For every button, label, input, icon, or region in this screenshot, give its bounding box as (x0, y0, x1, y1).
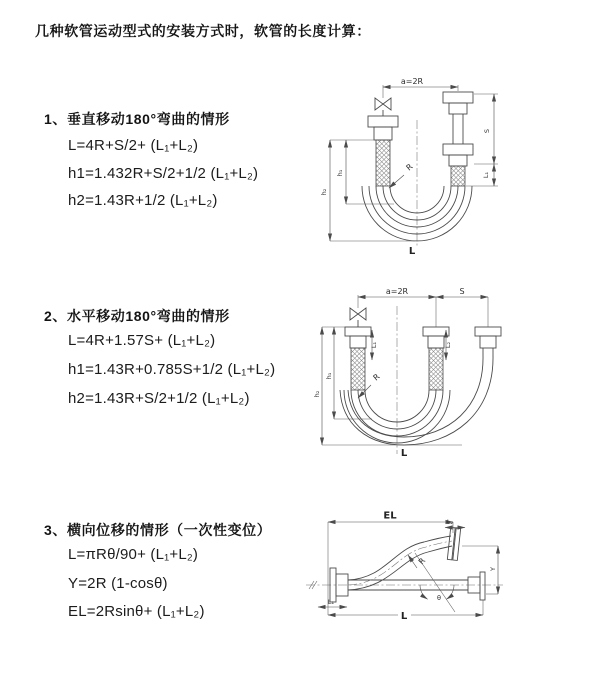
dimension-lines (322, 295, 488, 445)
d1-s-label: S (483, 128, 491, 134)
d3-el-label: EL (383, 510, 397, 522)
section-3-formula-L: L=πRθ/90+ (L₁+L₂) (68, 546, 199, 563)
section-3-formula-Y: Y=2R (1-cosθ) (68, 575, 168, 592)
centerline (306, 581, 503, 589)
section-2-formula-h2: h2=1.43R+S/2+1/2 (L₁+L₂) (68, 390, 250, 407)
valve-icon (375, 98, 391, 116)
section-2-formula-h1: h1=1.43R+0.785S+1/2 (L₁+L₂) (68, 361, 276, 378)
d1-h1-label: h₁ (336, 169, 344, 177)
valve-icon (350, 308, 366, 327)
diagram-lateral-displacement (298, 502, 598, 637)
left-fitting (368, 116, 398, 186)
left-fitting (345, 327, 371, 390)
d2-l2-label: L₂ (444, 341, 452, 349)
section-3-formula-EL: EL=2Rsinθ+ (L₁+L₂) (68, 603, 205, 620)
section-1-formula-h2: h2=1.43R+1/2 (L₁+L₂) (68, 192, 218, 209)
upper-flange (447, 528, 460, 561)
page-title: 几种软管运动型式的安装方式时，软管的长度计算： (35, 23, 371, 39)
dimension-lines (330, 85, 498, 241)
d2-l1-label: L₁ (370, 341, 378, 349)
d2-length-label: L (400, 448, 408, 459)
d3-length-label: L (400, 611, 408, 622)
d2-radius-label: R (371, 372, 382, 383)
d3-y-label: Y (489, 567, 497, 571)
d1-radius-label: R (404, 162, 415, 173)
middle-fitting (423, 327, 449, 390)
right-flange (468, 572, 485, 600)
dimension-lines (318, 522, 498, 615)
d1-l1-label: L₁ (482, 171, 490, 179)
section-3-heading: 3、横向位移的情形（一次性变位） (44, 522, 272, 538)
d2-h2-label: h₂ (313, 390, 321, 398)
d1-h2-label: h₂ (320, 188, 328, 196)
section-2-formula-L: L=4R+1.57S+ (L₁+L₂) (68, 332, 216, 349)
d3-radius-label: R (416, 556, 428, 567)
d2-s-label: S (459, 287, 465, 296)
section-2-heading: 2、水平移动180°弯曲的情形 (44, 308, 230, 324)
diagram-horizontal-180-bend (312, 284, 600, 479)
d1-width-label: a=2R (400, 77, 424, 86)
d1-length-label: L (408, 246, 416, 257)
d2-width-label: a=2R (385, 287, 409, 296)
d3-theta-label: θ (437, 594, 441, 602)
d3-l1-label: L₁ (327, 598, 335, 606)
diagram-vertical-180-bend (312, 74, 600, 264)
d2-h1-label: h₁ (325, 372, 333, 380)
section-1-formula-h1: h1=1.432R+S/2+1/2 (L₁+L₂) (68, 165, 259, 182)
section-1-formula-L: L=4R+S/2+ (L₁+L₂) (68, 137, 199, 154)
displaced-hose (348, 536, 452, 590)
d3-l2-label: L₂ (446, 518, 454, 526)
section-1-heading: 1、垂直移动180°弯曲的情形 (44, 111, 230, 127)
right-fitting (475, 327, 501, 356)
right-fitting (443, 92, 473, 186)
